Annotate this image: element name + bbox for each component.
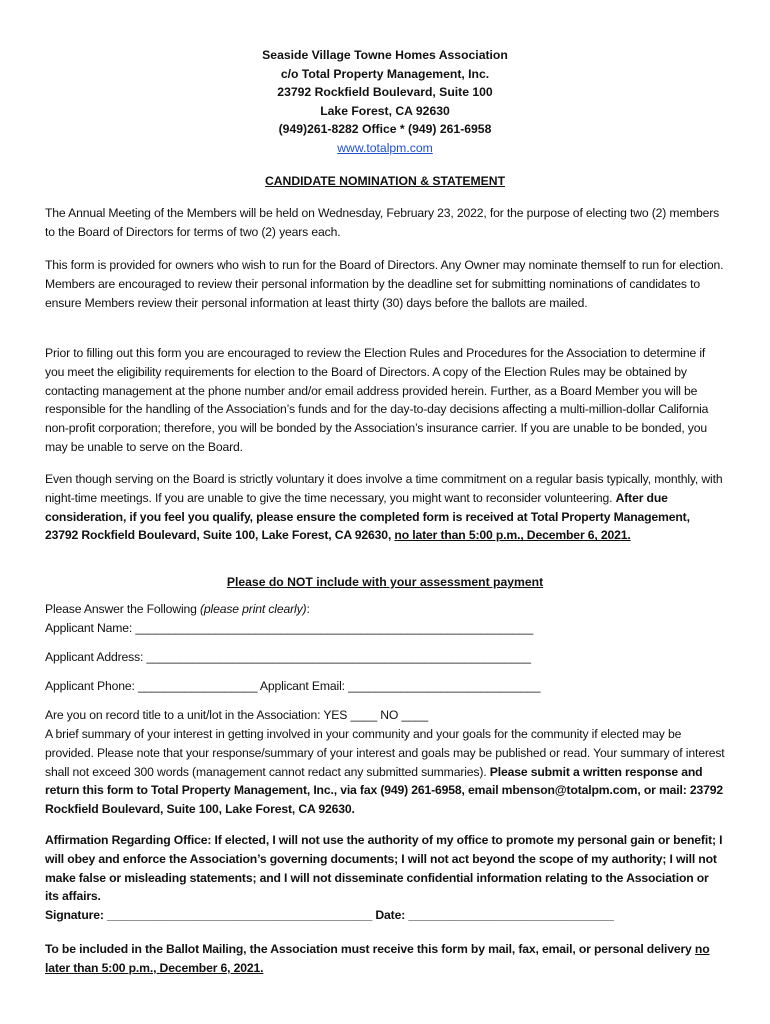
applicant-name-row (45, 619, 725, 638)
signature-field[interactable]: ________________________________________ (107, 908, 373, 922)
payment-notice: Please do NOT include with your assessment payment (226, 575, 544, 589)
city-address: Lake Forest, CA 92630 (320, 103, 450, 118)
form-title: CANDIDATE NOMINATION & STATEMENT (264, 174, 506, 188)
applicant-address-label: Applicant Address: (45, 650, 147, 664)
record-title-question[interactable]: Are you on record title to a unit/lot in the Association: YES ____ NO ____ (45, 708, 428, 722)
applicant-email-label: Applicant Email: (257, 679, 349, 693)
affirmation-paragraph: Affirmation Regarding Office: If elected, I will not use the authority of my office to promote my personal gain or benefit; I will obey and enforce the Association’s governing documents; I will not act beyond the scope of my authority; I will not make false or misleading statements; and I will not disseminate confidential information relating to the Association or its affairs. (45, 833, 723, 904)
submission-deadline: no later than 5:00 p.m., December 6, 2021. (394, 528, 631, 543)
applicant-contact-row (45, 677, 725, 696)
street-address: 23792 Rockfield Boulevard, Suite 100 (277, 85, 493, 100)
prompt-italic: (please print clearly) (200, 602, 307, 616)
date-field[interactable]: _______________________________ (408, 908, 614, 922)
summary-paragraph (45, 725, 725, 819)
prompt-colon: : (306, 602, 310, 616)
applicant-name-field[interactable]: ____________________________________________________________ (135, 621, 534, 635)
management-company: c/o Total Property Management, Inc. (280, 66, 490, 81)
form-prompt (45, 600, 725, 619)
closing-text: To be included in the Ballot Mailing, the Association must receive this form by mail, fax, email, or personal delivery (45, 942, 695, 956)
commitment-text: Even though serving on the Board is strictly voluntary it does involve a time commitment on a regular basis typically, monthly, with night-time meetings. If you are unable to give the time necessary, you might want to reconsider volunteering. (45, 472, 723, 505)
applicant-phone-label: Applicant Phone: (45, 679, 138, 693)
commitment-paragraph (45, 470, 725, 545)
date-label: Date: (372, 908, 409, 922)
website-link[interactable]: www.totalpm.com (337, 140, 433, 155)
eligibility-intro-paragraph: This form is provided for owners who wish to run for the Board of Directors. Any Owner may nominate themself to run for election. Members are encouraged to review their personal information by the deadline set for submitting nominations of candidates to ensure Members review their personal information at least thirty (30) days before the ballots are mailed. (45, 258, 724, 310)
closing-deadline: no later than 5:00 p.m., December 6, 2021. (45, 942, 710, 975)
prompt-text: Please Answer the Following (45, 602, 200, 616)
applicant-phone-field[interactable]: __________________ (138, 679, 258, 693)
signature-row (45, 906, 725, 925)
applicant-name-label: Applicant Name: (45, 621, 136, 635)
applicant-address-row (45, 648, 725, 667)
applicant-address-field[interactable]: __________________________________________________________ (146, 650, 531, 664)
election-rules-paragraph: Prior to filling out this form you are encouraged to review the Election Rules and Procedures for the Association to determine if you meet the eligibility requirements for election to the Board of Directors. A copy of the Election Rules may be obtained by contacting management at the phone number and/or email address provided herein. Further, as a Board Member you will be responsible for the handling of the Association’s funds and for the day-to-day decisions affecting a multi-million-dollar California non-profit corporation; therefore, you will be bonded by the Association’s insurance carrier. If you are unable to be bonded, you may be unable to serve on the Board. (45, 346, 709, 454)
letterhead (0, 46, 770, 158)
association-name: Seaside Village Towne Homes Association (262, 48, 508, 62)
signature-label: Signature: (45, 908, 108, 922)
phone-numbers: (949)261-8282 Office * (949) 261-6958 (278, 122, 492, 137)
summary-submission-instructions: Please submit a written response and return this form to Total Property Management, Inc., via fax (949) 261-6958, email mbenson@totalpm.com, or mail: 23792 Rockfield Boulevard, Suite 100, Lake Forest, CA 92630. (45, 764, 724, 817)
applicant-email-field[interactable]: _____________________________ (348, 679, 541, 693)
closing-paragraph (45, 940, 725, 978)
summary-text: A brief summary of your interest in getting involved in your community and your goals for the community if elected may be provided. Please note that your response/summary of your interest and goals may be published or read. Your summary of interest shall not exceed 300 words (management cannot redact any submitted summaries). (45, 727, 725, 779)
submission-instruction: After due consideration, if you feel you qualify, please ensure the completed form is received at Total Property Management, 23792 Rockfield Boulevard, Suite 100, Lake Forest, CA 92630, (45, 490, 690, 543)
annual-meeting-paragraph: The Annual Meeting of the Members will be held on Wednesday, February 23, 2022, for the purpose of electing two (2) members to the Board of Directors for terms of two (2) years each. (45, 206, 720, 239)
